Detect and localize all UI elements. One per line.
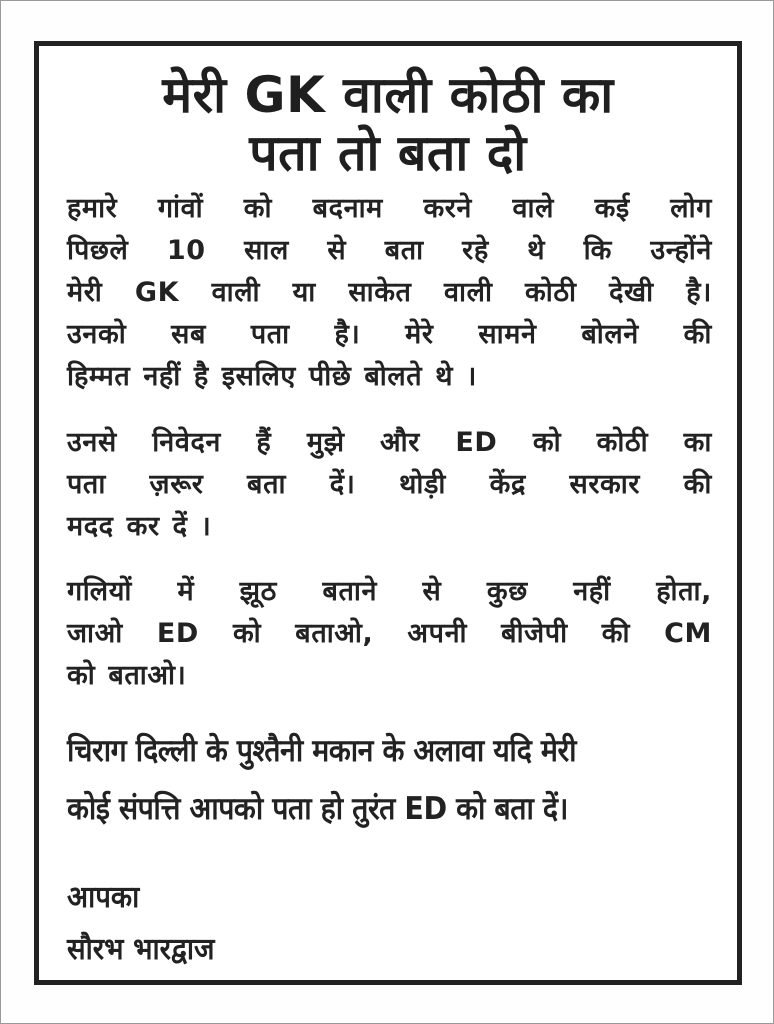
paragraph-line: हमारे गांवों को बदनाम करने वाले कई लोग [67, 193, 712, 224]
paragraph-line: पिछले 10 साल से बता रहे थे कि उन्होंने [67, 235, 712, 266]
paragraph-line: पता ज़रूर बता दें। थोड़ी केंद्र सरकार की [67, 469, 712, 500]
signatory-name: सौरभ भारद्वाज [67, 932, 215, 967]
closing-text: आपका [67, 880, 140, 915]
notice-title [39, 66, 737, 182]
title-line-1: मेरी GK वाली कोठी का [162, 66, 614, 124]
paragraph-line: उनको सब पता है। मेरे सामने बोलने की [67, 319, 712, 350]
paragraph-line: जाओ ED को बताओ, अपनी बीजेपी की CM [67, 618, 712, 649]
paragraph-line: मदद कर दें । [67, 511, 212, 542]
paragraph-line: उनसे निवेदन हैं मुझे और ED को कोठी का [67, 427, 712, 458]
paragraph-line: मेरी GK वाली या साकेत वाली कोठी देखी है। [67, 277, 712, 308]
paragraph-4 [67, 722, 711, 838]
paragraph-3 [67, 571, 712, 697]
paragraph-line: गलियों में झूठ बताने से कुछ नहीं होता, [67, 576, 712, 607]
paragraph-line: चिराग दिल्ली के पुश्तैनी मकान के अलावा यदि मेरी [67, 733, 577, 769]
title-line-2: पता तो बता दो [249, 124, 527, 182]
paragraph-line: को बताओ। [67, 660, 187, 691]
paragraph-line: कोई संपत्ति आपको पता हो तुरंत ED को बता दें। [67, 791, 568, 827]
paragraph-1 [67, 188, 712, 398]
paragraph-2 [67, 422, 712, 548]
signoff [67, 872, 214, 976]
paragraph-line: हिम्मत नहीं है इसलिए पीछे बोलते थे । [67, 361, 477, 392]
notice-box [34, 41, 742, 985]
